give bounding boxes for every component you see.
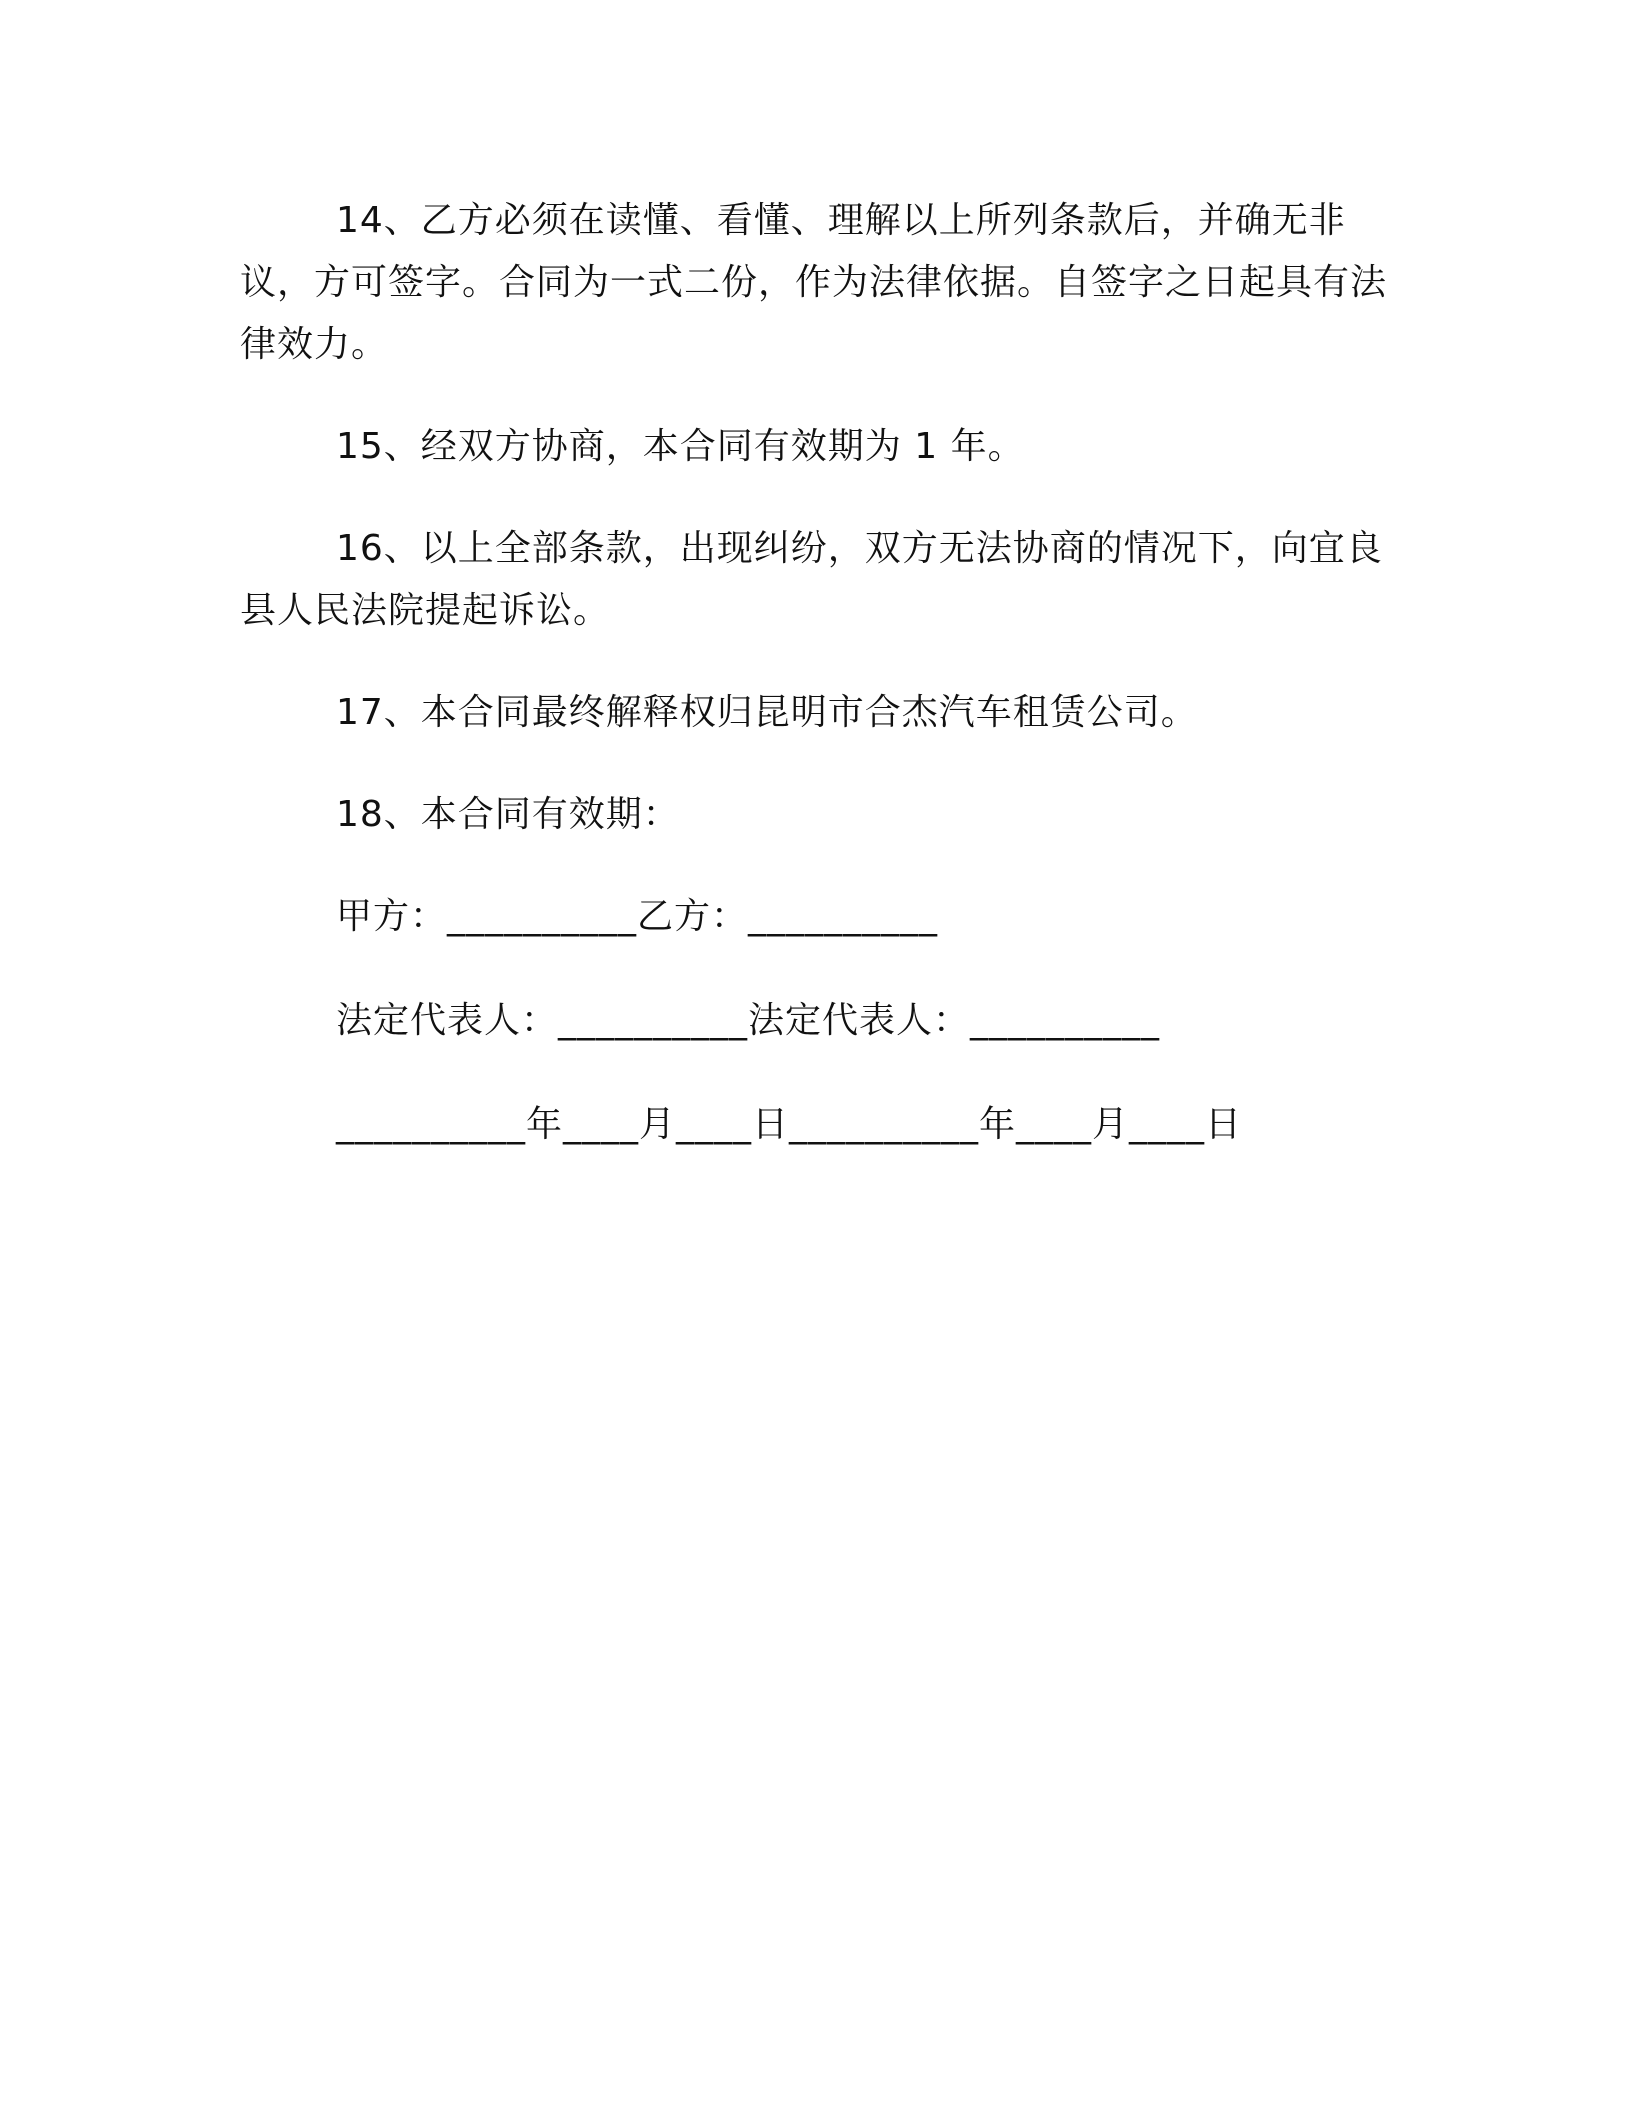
- clause-17: 17、本合同最终解释权归昆明市合杰汽车租赁公司。: [336, 692, 1198, 733]
- representatives-signature-line: 法定代表人：__________法定代表人：__________: [336, 1000, 1161, 1041]
- parties-signature-line: 甲方：__________乙方：__________: [336, 896, 939, 937]
- clause-15: 15、经双方协商，本合同有效期为 1 年。: [336, 426, 1025, 467]
- date-signature-line: __________年____月____日__________年____月____日: [336, 1104, 1242, 1145]
- contract-body: [240, 190, 1400, 1198]
- clause-14: 14、乙方必须在读懂、看懂、理解以上所列条款后，并确无非议，方可签字。合同为一式二份，作为法律依据。自签字之日起具有法律效力。: [240, 200, 1388, 365]
- clause-16: 16、以上全部条款，出现纠纷，双方无法协商的情况下，向宜良县人民法院提起诉讼。: [240, 528, 1383, 631]
- clause-18: 18、本合同有效期：: [336, 794, 680, 835]
